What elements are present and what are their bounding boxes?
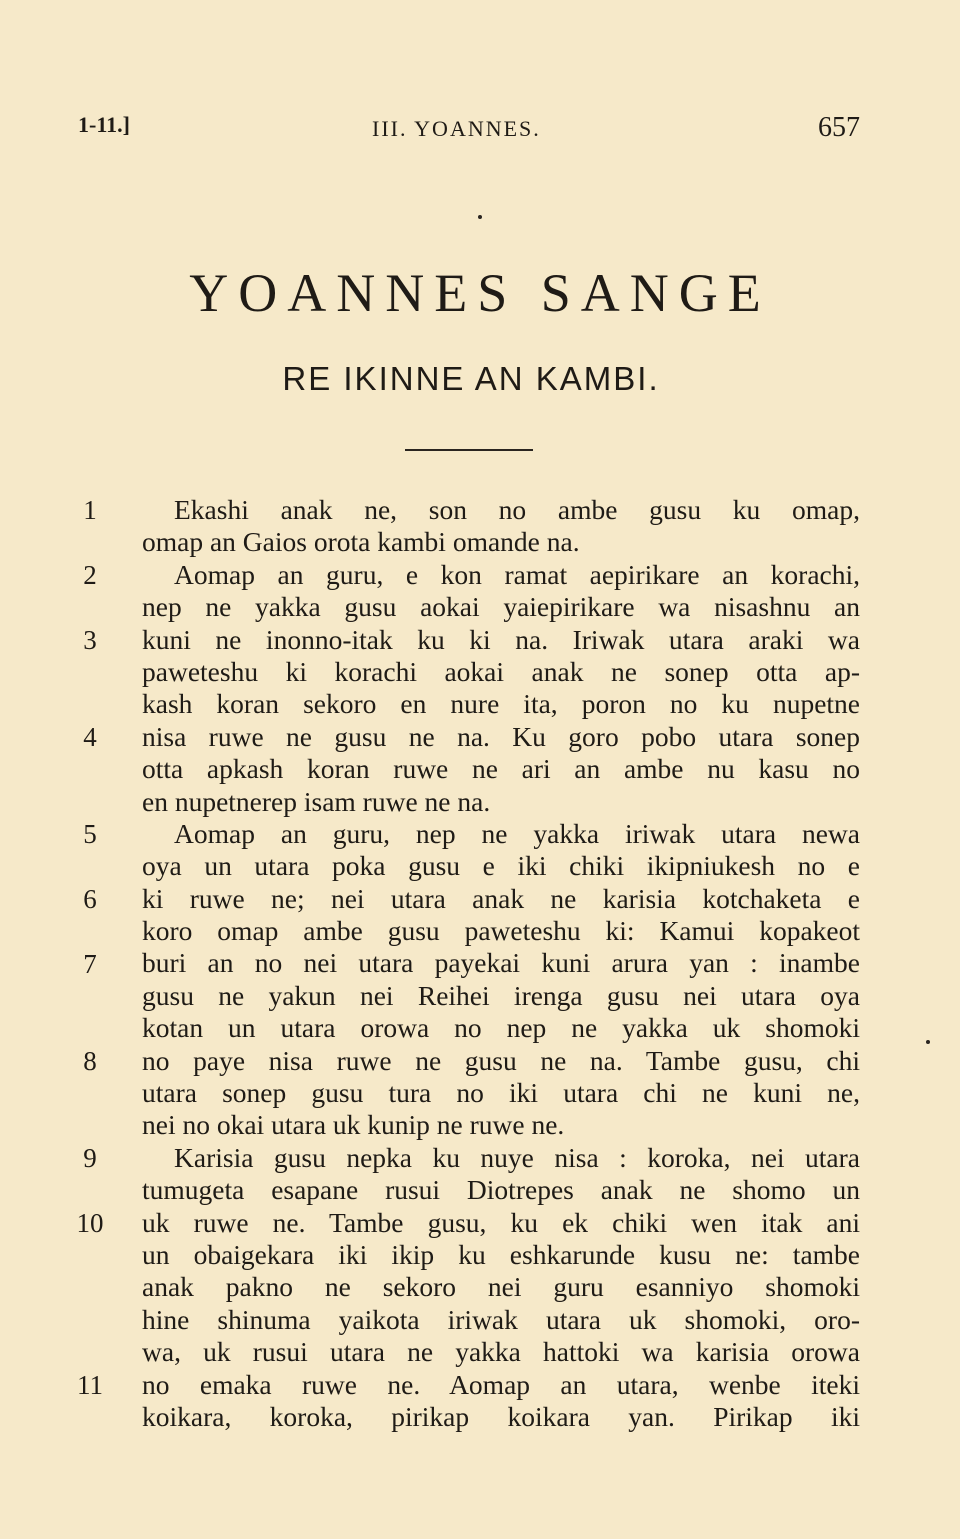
verse-number: 2 xyxy=(83,560,97,590)
page-number: 657 xyxy=(818,112,860,143)
chapter-range: 1-11.] xyxy=(78,112,130,137)
text-line: oya un utara poka gusu e iki chiki ikipniukesh no e xyxy=(142,850,860,882)
text-line: anak pakno ne sekoro nei guru esanniyo shomoki xyxy=(142,1271,860,1303)
verse-number: 10 xyxy=(76,1208,104,1238)
text-line: otta apkash koran ruwe ne ari an ambe nu kasu no xyxy=(142,753,860,785)
text-line: nep ne yakka gusu aokai yaiepirikare wa nisashnu an xyxy=(142,591,860,623)
running-head xyxy=(78,112,860,144)
print-dot xyxy=(478,215,482,219)
text-line: kuni ne inonno-itak ku ki na. Iriwak utara araki wa xyxy=(142,623,860,655)
verse-number: 4 xyxy=(83,722,97,752)
verse-number: 7 xyxy=(83,949,97,979)
text-line: utara sonep gusu tura no iki utara chi ne kuni ne, xyxy=(142,1077,860,1109)
text-line: hine shinuma yaikota iriwak utara uk shomoki, oro- xyxy=(142,1303,860,1335)
verse-number: 3 xyxy=(83,625,97,655)
text-line: koikara, koroka, pirikap koikara yan. Pirikap iki xyxy=(142,1400,860,1432)
text-line: kash koran sekoro en nure ita, poron no ku nupetne xyxy=(142,688,860,720)
text-line: nisa ruwe ne gusu ne na. Ku goro pobo utara sonep xyxy=(142,720,860,752)
body-text xyxy=(142,494,860,1433)
verse-number: 1 xyxy=(83,495,97,525)
text-line: gusu ne yakun nei Reihei irenga gusu nei utara oya xyxy=(142,979,860,1011)
print-dot xyxy=(926,1040,930,1044)
verse-number: 11 xyxy=(77,1370,103,1400)
text-line: tumugeta esapane rusui Diotrepes anak ne shomo un xyxy=(142,1174,860,1206)
text-line: nei no okai utara uk kunip ne ruwe ne. xyxy=(142,1109,565,1141)
verse-number: 8 xyxy=(83,1046,97,1076)
text-line: Aomap an guru, e kon ramat aepirikare an korachi, xyxy=(174,558,860,590)
text-line: wa, uk rusui utara ne yakka hattoki wa karisia orowa xyxy=(142,1336,860,1368)
book-title: YOANNES SANGE xyxy=(189,263,771,323)
text-line: uk ruwe ne. Tambe gusu, ku ek chiki wen itak ani xyxy=(142,1206,860,1238)
text-line: buri an no nei utara payekai kuni arura yan : inambe xyxy=(142,947,860,979)
text-line: no emaka ruwe ne. Aomap an utara, wenbe iteki xyxy=(142,1368,860,1400)
title-rule xyxy=(405,449,533,451)
book-subtitle: RE IKINNE AN KAMBI. xyxy=(282,360,660,397)
text-line: un obaigekara iki ikip ku eshkarunde kusu ne: tambe xyxy=(142,1238,860,1270)
text-line: no paye nisa ruwe ne gusu ne na. Tambe gusu, chi xyxy=(142,1044,860,1076)
text-line: kotan un utara orowa no nep ne yakka uk shomoki xyxy=(142,1012,860,1044)
text-line: paweteshu ki korachi aokai anak ne sonep otta ap- xyxy=(142,655,860,687)
text-line: koro omap ambe gusu paweteshu ki: Kamui kopakeot xyxy=(142,915,860,947)
text-line: omap an Gaios orota kambi omande na. xyxy=(142,526,580,558)
verse-number: 6 xyxy=(83,884,97,914)
text-line: Karisia gusu nepka ku nuye nisa : koroka, nei utara xyxy=(174,1141,860,1173)
text-line: ki ruwe ne; nei utara anak ne karisia kotchaketa e xyxy=(142,882,860,914)
book-heading: III. YOANNES. xyxy=(372,116,541,141)
text-line: en nupetnerep isam ruwe ne na. xyxy=(142,785,491,817)
text-line: Ekashi anak ne, son no ambe gusu ku omap, xyxy=(174,494,860,525)
verse-number: 9 xyxy=(83,1143,97,1173)
verse-number: 5 xyxy=(83,819,97,849)
text-line: Aomap an guru, nep ne yakka iriwak utara newa xyxy=(174,817,860,849)
